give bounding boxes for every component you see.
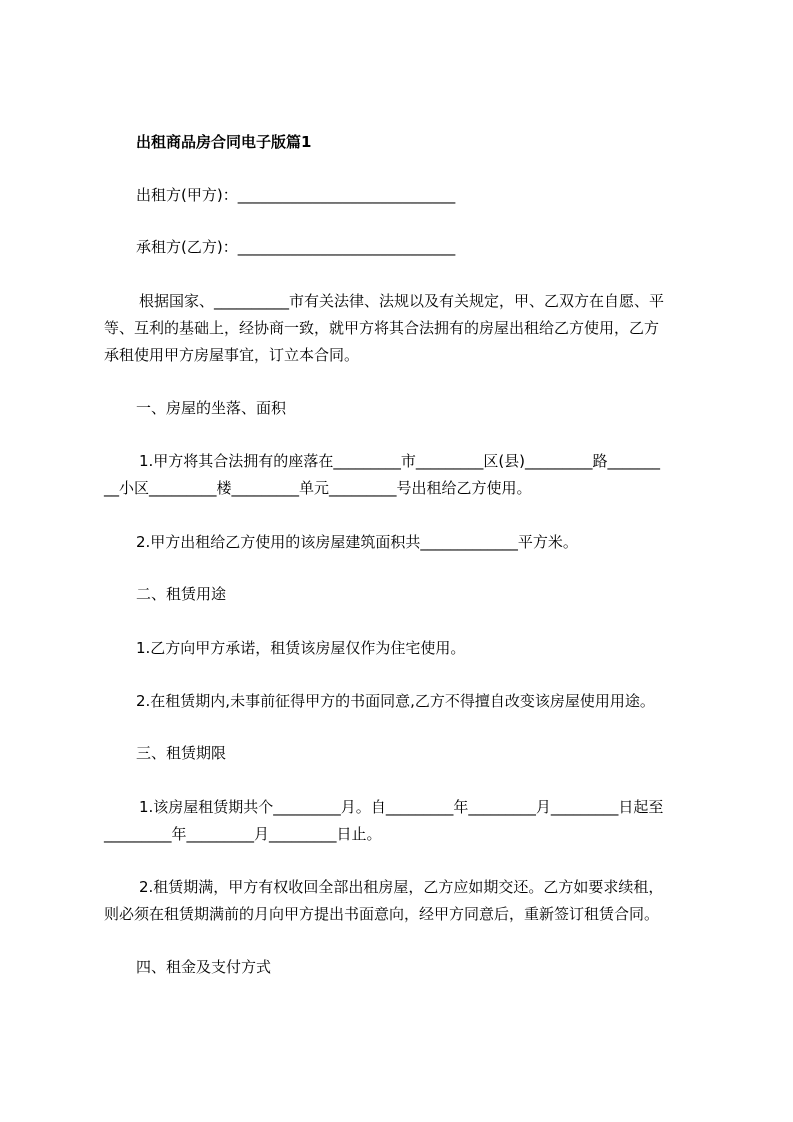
page-title: 出租商品房合同电子版篇1	[136, 133, 312, 151]
section-3-heading: 三、租赁期限	[136, 744, 227, 762]
section-3-item-2-line-1: 2.租赁期满，甲方有权收回全部出租房屋，乙方应如期交还。乙方如要求续租，	[139, 878, 664, 896]
party-b-line: 承租方(乙方)：_____________________________	[136, 238, 456, 256]
section-3-item-1-line-1: 1.该房屋租赁期共个_________月。自_________年_________月_________日起至	[139, 798, 664, 816]
party-a-line: 出租方(甲方)：_____________________________	[136, 186, 456, 204]
intro-paragraph-line-3: 承租使用甲方房屋事宜，订立本合同。	[104, 346, 360, 364]
intro-paragraph-line-2: 等、互利的基础上，经协商一致，就甲方将其合法拥有的房屋出租给乙方使用，乙方	[104, 319, 660, 337]
section-1-item-2: 2.甲方出租给乙方使用的该房屋建筑面积共_____________平方米。	[136, 533, 578, 551]
section-2-item-2: 2.在租赁期内,未事前征得甲方的书面同意,乙方不得擅自改变该房屋使用用途。	[136, 692, 655, 710]
section-4-heading: 四、租金及支付方式	[136, 958, 272, 976]
intro-paragraph-line-1: 根据国家、__________市有关法律、法规以及有关规定，甲、乙双方在自愿、平	[139, 292, 665, 310]
section-1-heading: 一、房屋的坐落、面积	[136, 399, 287, 417]
section-3-item-2-line-2: 则必须在租赁期满前的月向甲方提出书面意向，经甲方同意后，重新签订租赁合同。	[104, 905, 660, 923]
section-2-heading: 二、租赁用途	[136, 585, 227, 603]
section-2-item-1: 1.乙方向甲方承诺，租赁该房屋仅作为住宅使用。	[136, 639, 466, 657]
section-3-item-1-line-2: _________年_________月_________日止。	[104, 825, 382, 843]
section-1-item-1-line-1: 1.甲方将其合法拥有的座落在_________市_________区(县)_________路_______	[139, 452, 661, 470]
section-1-item-1-line-2: __小区_________楼_________单元_________号出租给乙方使用。	[104, 479, 532, 497]
